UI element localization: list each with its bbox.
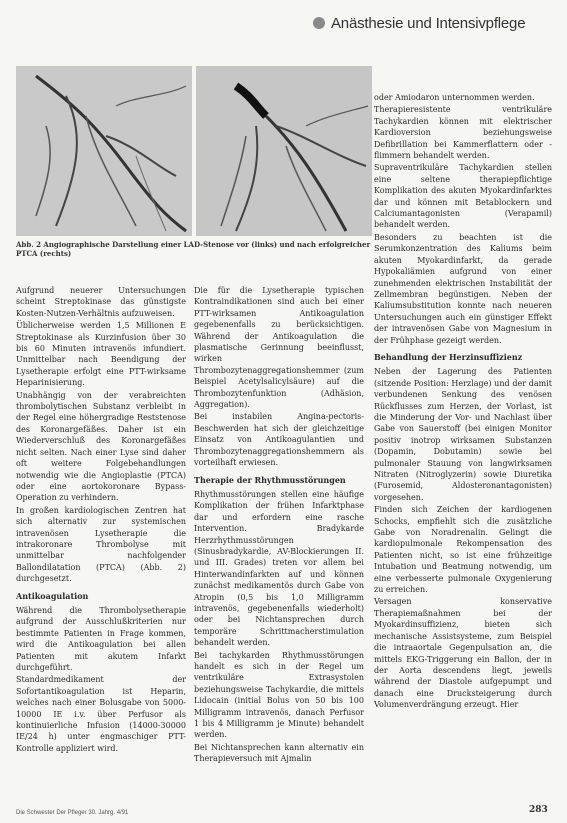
paragraph: Während die Thrombolysetherapie aufgrund der Ausschlußkriterien nur bestimmte Patienten in Frage kommen, wird die Antikoagulation bei allen Patienten mit akutem Infarkt durchgeführt. bbox=[16, 605, 186, 672]
text-column-1 bbox=[16, 285, 186, 755]
text-column-2 bbox=[194, 285, 364, 766]
paragraph: Üblicherweise werden 1,5 Millionen E Streptokinase als Kurzinfusion über 30 bis 60 Minuten intravenös infundiert. Unmittelbar nach Beendigung der Lysetherapie erfolgt eine PTT-wirksame Heparinisierung. bbox=[16, 321, 186, 388]
paragraph: Aufgrund neuerer Untersuchungen scheint Streptokinase das günstigste Kosten-Nutzen-Verhältnis aufzuweisen. bbox=[16, 286, 186, 318]
paragraph: Neben der Lagerung des Patienten (sitzende Position: Herzlage) und der damit verbundenen Senkung des venösen Rückflusses zum Herzen, der Vorlast, ist die Minderung der Vor- und Nachlast über Gabe von Sauerstoff (bei einigen Monitor positiv inotrop wirksamen Substanzen (Dopamin, Dobutamin) sowie bei pulmonaler Stauung von langwirksamen Nitraten (Nitroglyzerin) sowie Diuretika (Furosemid, Aldosteronantagonisten) vorgesehen. bbox=[374, 367, 552, 502]
section-heading: Behandlung der Herzinsuffizienz bbox=[374, 351, 523, 362]
angiogram-after-image bbox=[196, 66, 372, 236]
paragraph: Therapieresistente ventrikuläre Tachykardien können mit elektrischer Kardioversion beziehungsweise Defibrillation bei Kammerflattern oder -flimmern behandelt werden. bbox=[374, 105, 552, 161]
angiogram-before-image bbox=[16, 66, 192, 236]
paragraph: Finden sich Zeichen der kardiogenen Schocks, empfiehlt sich die zusätzliche Gabe von Noradrenalin. Gelingt die kardiopulmonale Rekompensation des Patienten nicht, so ist eine frühzeitige Intubation und Beatmung notwendig, um eine verbesserte pulmonale Oxygenierung zu erreichen. bbox=[374, 505, 552, 595]
paragraph: Unabhängig von der verabreichten thrombolytischen Substanz verbleibt in der Regel eine höhergradige Reststenose des Koronargefäßes. Daher ist ein Wiederverschluß des Koronargefäßes nicht selten. Nach einer Lyse sind daher oft weitere Folgebehandlungen notwendig wie die Angioplastie (PTCA) oder eine aortokoronare Bypass-Operation zu verhindern. bbox=[16, 390, 186, 503]
paragraph: Supraventrikuläre Tachykardien stellen eine seltene therapiepflichtige Komplikation des akuten Myokardinfarktes dar und können mit Betablockern und Calciumantagonisten (Verapamil) behandelt werden. bbox=[374, 163, 552, 230]
section-title: Anästhesie und Intensivpflege bbox=[331, 14, 526, 32]
paragraph: Versagen konservative Therapiemaßnahmen bei der Myokardinsuffizienz, bieten sich mechanische Assistsysteme, zum Beispiel die intraaortale Gegenpulsation an, die mittels EKG-Triggerung ein Ballon, der in der Aorta descendens liegt, jeweils während der Diastole aufgepumpt und danach eine Drucksteigerung durch Volumenverdrängung erzeugt. Hier bbox=[374, 597, 552, 710]
paragraph: oder Amiodaron unternommen werden. bbox=[374, 93, 535, 102]
page-number: 283 bbox=[529, 805, 548, 815]
section-header bbox=[313, 12, 563, 34]
figure-caption: Abb. 2 Angiographische Darstellung einer LAD-Stenose vor (links) und nach erfolgreicher PTCA (rechts) bbox=[16, 240, 371, 258]
journal-footer: Die Schwester Der Pfleger 30. Jahrg. 4/91 bbox=[16, 810, 129, 816]
paragraph: Rhythmusstörungen stellen eine häufige Komplikation der frühen Infarktphase dar und erfordern eine rasche Intervention. Bradykarde Herzrhythmusstörungen (Sinusbradykardie, AV-Blockierungen II. und III. Grades) treten vor allem bei Hinterwandinfarkten auf und können zunächst medikamentös durch Gabe von Atropin (0,5 bis 1,0 Milligramm intravenös, gegebenenfalls wiederholt) oder bei Nichtansprechen durch temporäre Schrittmacherstimulation behandelt werden. bbox=[194, 489, 364, 648]
paragraph: Bei tachykarden Rhythmusstörungen handelt es sich in der Regel um ventrikuläre Extrasystolen beziehungsweise Tachykardie, die mittels Lidocain (initial Bolus von 50 bis 100 Milligramm intravenös, danach Perfusor 1 bis 4 Milligramm je Minute) behandelt werden. bbox=[194, 650, 364, 740]
section-heading: Antikoagulation bbox=[16, 590, 89, 601]
paragraph: Die für die Lysetherapie typischen Kontraindikationen sind auch bei einer PTT-wirksamen Antikoagulation gegebenenfalls zu berücksichtigen. Während der Antikoagulation die plasmatische Gerinnung beeinflusst, wirken Thrombozytenaggregationshemmer (zum Beispiel Acetylsalicylsäure) auf die Thrombozytenfunktion (Adhäsion, Aggregation). bbox=[194, 286, 364, 410]
section-heading: Therapie der Rhythmusstörungen bbox=[194, 474, 346, 485]
text-column-3 bbox=[374, 92, 552, 712]
paragraph: In großen kardiologischen Zentren hat sich alternativ zur systemischen intravenösen Lysetherapie die intrakoronare Thrombolyse mit unmittelbar nachfolgender Ballondilatation (PTCA) (Abb. 2) durchgesetzt. bbox=[16, 505, 186, 584]
paragraph: Bei instabilen Angina-pectoris-Beschwerden hat sich der gleichzeitige Einsatz von Antikoagulantien und Thrombozytenaggregationshemmern als vorteilhaft erwiesen. bbox=[194, 412, 364, 468]
paragraph: Bei Nichtansprechen kann alternativ ein Therapieversuch mit Ajmalin bbox=[194, 742, 364, 764]
section-bullet-icon bbox=[313, 17, 325, 29]
paragraph: Besonders zu beachten ist die Serumkonzentration des Kaliums beim akuten Myokardinfarkt, da gerade Hypokaliämien aufgrund von einer zunehmenden elektrischen Instabilität der Zellmembran begünstigen. Neben der Kaliumsubstitution konnte nach neueren Untersuchungen auch ein günstiger Effekt der intravenösen Gabe von Magnesium in der Frühphase gezeigt werden. bbox=[374, 232, 552, 345]
paragraph: Standardmedikament der Sofortantikoagulation ist Heparin, welches nach einer Bolusgabe von 5000-10000 IE i.v. über Perfusor als kontinuierliche Infusion (14000-30000 IE/24 h) unter engmaschiger PTT-Kontrolle appliziert wird. bbox=[16, 675, 186, 753]
